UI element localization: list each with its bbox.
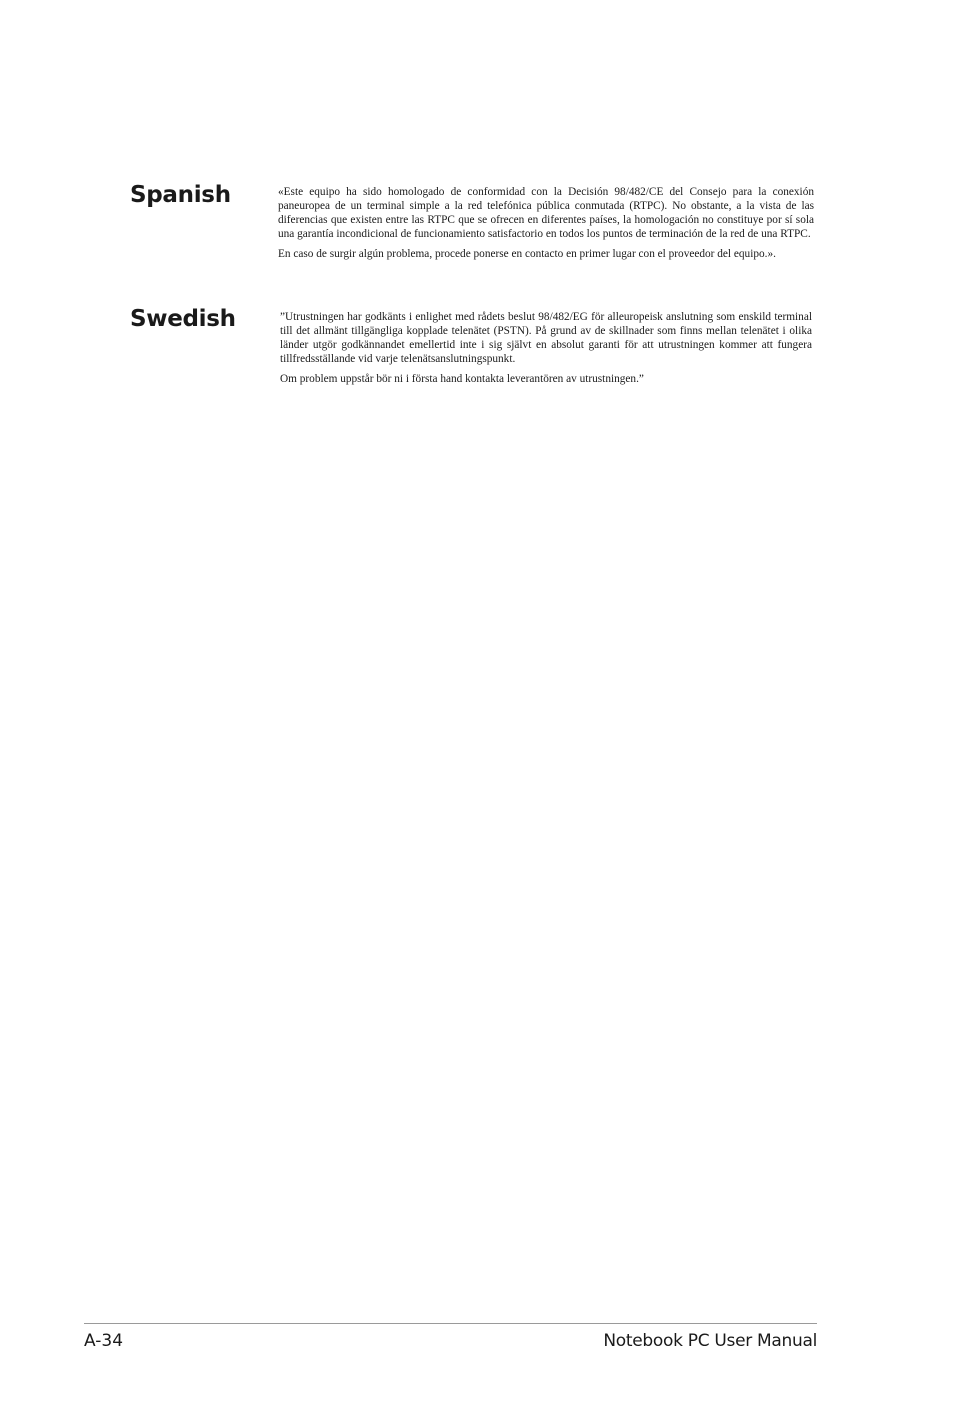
- paragraph: En caso de surgir algún problema, procede ponerse en contacto en primer lugar con el proveedor del equipo.».: [278, 247, 776, 260]
- manual-title: Notebook PC User Manual: [603, 1331, 817, 1351]
- paragraph: ”Utrustningen har godkänts i enlighet med rådets beslut 98/482/EG för alleuropeisk anslutning som enskild terminal till det allmänt tillgängliga kopplade telenätet (PSTN). På grund av de skillnader som finns mellan telenätet i olika länder utgör godkännandet emellertid inte i sig självt en absolut garanti för att utrustningen kommer att fungera tillfredsställande vid varje telenätsanslutningspunkt.: [280, 311, 812, 365]
- section-heading-spanish: Spanish: [130, 182, 231, 208]
- page-number: A-34: [84, 1331, 124, 1351]
- page-footer: [84, 1331, 817, 1357]
- section-body-spanish: [278, 186, 814, 268]
- section-heading-swedish: Swedish: [130, 306, 236, 332]
- footer-divider: [84, 1323, 817, 1324]
- paragraph: Om problem uppstår bör ni i första hand kontakta leverantören av utrustningen.”: [280, 372, 644, 385]
- section-body-swedish: [280, 311, 812, 393]
- paragraph: «Este equipo ha sido homologado de conformidad con la Decisión 98/482/CE del Consejo para la conexión paneuropea de un terminal simple a la red telefónica pública conmutada (RTPC). No obstante, a la vista de las diferencias que existen entre las RTPC que se ofrecen en diferentes países, la homologación no constituye por sí sola una garantía incondicional de funcionamiento satisfactorio en todos los puntos de terminación de la red de una RTPC.: [278, 186, 814, 240]
